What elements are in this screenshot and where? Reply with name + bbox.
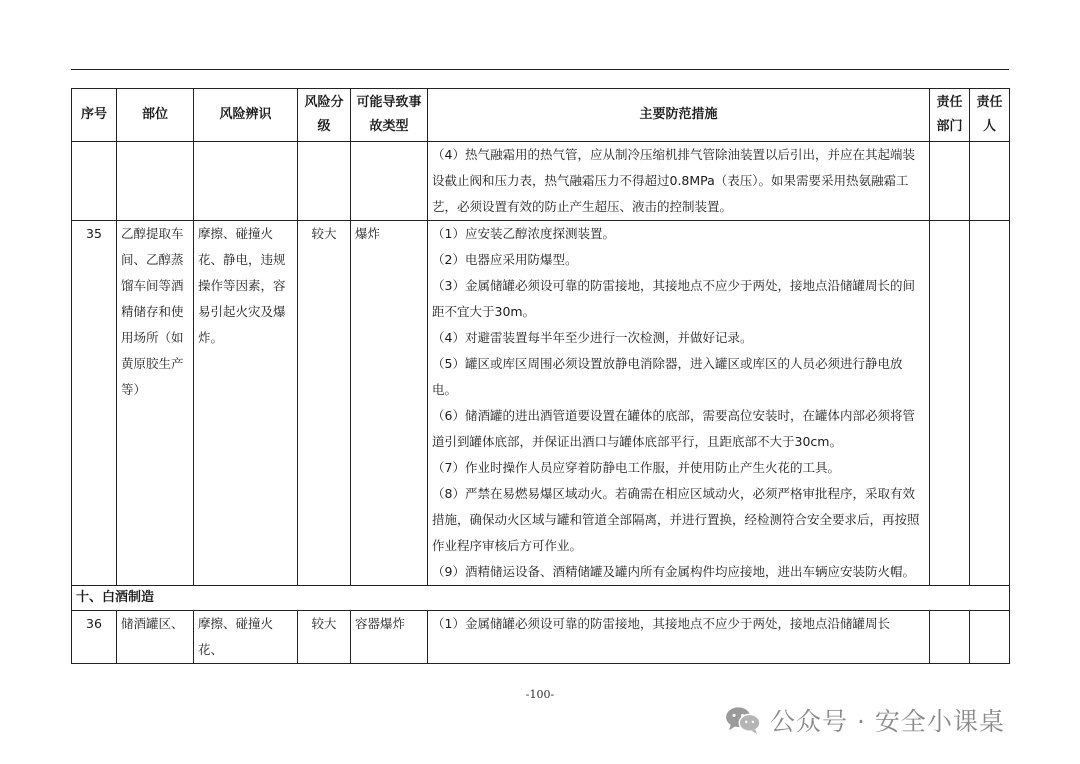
risk-table — [71, 88, 1010, 664]
page-number: -100- — [525, 688, 555, 701]
watermark-text: 公众号 · 安全小课桌 — [770, 707, 1005, 736]
measure-item: （7）作业时操作人员应穿着防静电工作服，并使用防止产生火花的工具。 — [432, 460, 840, 475]
cell-empty — [72, 142, 117, 221]
cell-empty — [117, 142, 194, 221]
cell-empty — [970, 142, 1010, 221]
cell-part: 乙醇提取车间、乙醇蒸馏车间等酒精储存和使用场所（如黄原胶生产等） — [117, 221, 194, 586]
measure-item: （9）酒精储运设备、酒精储罐及罐内所有金属构件均应接地，进出车辆应安装防火帽。 — [432, 564, 915, 579]
measure-item: （1）应安装乙醇浓度探测装置。 — [432, 226, 615, 241]
cell-empty — [930, 221, 970, 586]
cell-part: 储酒罐区、 — [117, 611, 194, 664]
header-responsible-dept: 责任部门 — [930, 89, 970, 142]
header-accident-type: 可能导致事故类型 — [351, 89, 428, 142]
header-part: 部位 — [117, 89, 194, 142]
cell-seq: 35 — [72, 221, 117, 586]
cell-level: 较大 — [298, 221, 351, 586]
measure-item: （6）储酒罐的进出酒管道要设置在罐体的底部，需要高位安装时，在罐体内部必须将管道引到罐体底部，并保证出酒口与罐体底部平行，且距底部不大于30cm。 — [432, 408, 915, 449]
table-row-35 — [72, 221, 1010, 586]
cell-accident: 爆炸 — [351, 221, 428, 586]
section-row — [72, 586, 1010, 611]
cell-empty — [970, 221, 1010, 586]
cell-measure: （1）金属储罐必须设可靠的防雷接地，其接地点不应少于两处，接地点沿储罐周长 — [428, 611, 930, 664]
cell-risk: 摩擦、碰撞火花、 — [194, 611, 298, 664]
cell-empty — [351, 142, 428, 221]
cell-risk: 摩擦、碰撞火花、静电，违规操作等因素，容易引起火灾及爆炸。 — [194, 221, 298, 586]
measure-item: （8）严禁在易燃易爆区域动火。若确需在相应区域动火，必须严格审批程序，采取有效措施，确保动火区域与罐和管道全部隔离，并进行置换，经检测符合安全要求后，再按照作业程序审核后方可作业。 — [432, 486, 920, 553]
table-header-row — [72, 89, 1010, 142]
measure-item: （2）电器应采用防爆型。 — [432, 252, 578, 267]
cell-empty — [930, 611, 970, 664]
table-row-36 — [72, 611, 1010, 664]
cell-accident: 容器爆炸 — [351, 611, 428, 664]
header-risk-level: 风险分级 — [298, 89, 351, 142]
cell-seq: 36 — [72, 611, 117, 664]
header-risk-identification: 风险辨识 — [194, 89, 298, 142]
watermark — [724, 702, 1005, 738]
header-seq: 序号 — [72, 89, 117, 142]
cell-empty — [298, 142, 351, 221]
section-title: 十、白酒制造 — [72, 586, 1010, 611]
measure-item: （3）金属储罐必须设可靠的防雷接地，其接地点不应少于两处，接地点沿储罐周长的间距不宜大于30m。 — [432, 278, 915, 319]
cell-level: 较大 — [298, 611, 351, 664]
measure-item: （4）对避雷装置每半年至少进行一次检测，并做好记录。 — [432, 330, 753, 345]
header-rule — [71, 69, 1009, 70]
cell-empty — [194, 142, 298, 221]
cell-empty — [970, 611, 1010, 664]
cell-measures — [428, 221, 930, 586]
cell-measure-continued: （4）热气融霜用的热气管，应从制冷压缩机排气管除油装置以后引出，并应在其起端装设截止阀和压力表，热气融霜压力不得超过0.8MPa（表压）。如果需要采用热氨融霜工艺，必须设置有效的防止产生超压、液击的控制装置。 — [428, 142, 930, 221]
header-responsible-person: 责任人 — [970, 89, 1010, 142]
wechat-icon — [724, 705, 762, 735]
table-row — [72, 142, 1010, 221]
header-main-measures: 主要防范措施 — [428, 89, 930, 142]
measure-item: （5）罐区或库区周围必须设置放静电消除器，进入罐区或库区的人员必须进行静电放电。 — [432, 356, 903, 397]
cell-empty — [930, 142, 970, 221]
